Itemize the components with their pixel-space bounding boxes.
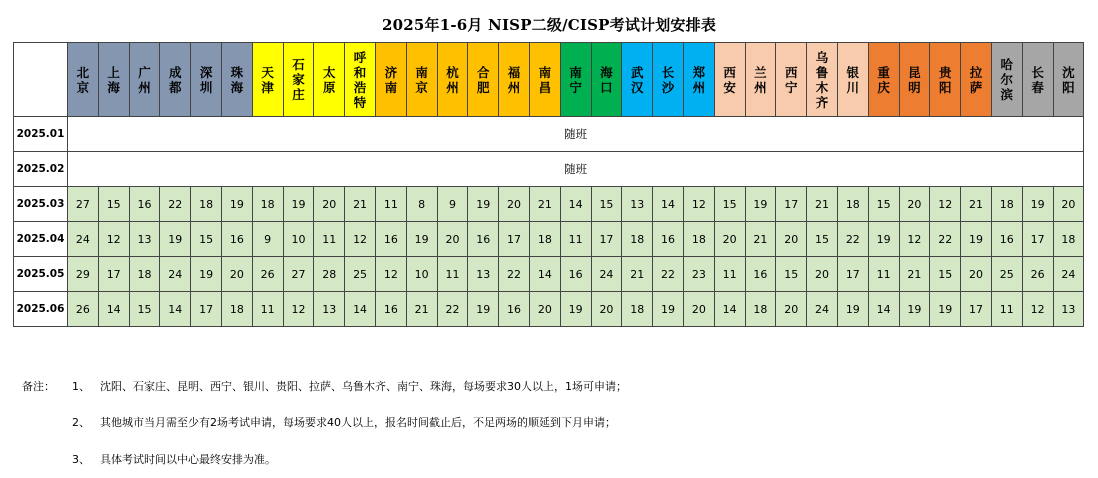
exam-date-cell: 17 xyxy=(961,292,992,327)
exam-date-cell: 19 xyxy=(930,292,961,327)
exam-date-cell: 19 xyxy=(1022,187,1053,222)
exam-date-cell: 18 xyxy=(252,187,283,222)
exam-date-cell: 16 xyxy=(468,222,499,257)
exam-date-cell: 18 xyxy=(221,292,252,327)
city-header xyxy=(591,43,622,117)
month-cell: 2025.06 xyxy=(14,292,68,327)
exam-date-cell: 21 xyxy=(622,257,653,292)
city-header xyxy=(437,43,468,117)
city-header xyxy=(68,43,99,117)
table-row xyxy=(14,152,1084,187)
city-name: 呼和浩特 xyxy=(353,49,367,110)
note-text: 沈阳、石家庄、昆明、西宁、银川、贵阳、拉萨、乌鲁木齐、南宁、珠海，每场要求30人以上，1场可申请； xyxy=(100,380,627,393)
exam-date-cell: 17 xyxy=(98,257,129,292)
exam-date-cell: 19 xyxy=(837,292,868,327)
exam-date-cell: 16 xyxy=(499,292,530,327)
table-row xyxy=(14,117,1084,152)
city-header xyxy=(868,43,899,117)
city-name: 沈阳 xyxy=(1062,64,1075,95)
city-header xyxy=(98,43,129,117)
city-name: 珠海 xyxy=(230,64,244,95)
exam-date-cell: 21 xyxy=(745,222,776,257)
exam-date-cell: 12 xyxy=(930,187,961,222)
city-header xyxy=(221,43,252,117)
exam-date-cell: 11 xyxy=(991,292,1022,327)
exam-date-cell: 15 xyxy=(98,187,129,222)
exam-date-cell: 21 xyxy=(807,187,838,222)
city-name: 郑州 xyxy=(692,64,706,95)
exam-date-cell: 15 xyxy=(868,187,899,222)
exam-date-cell: 20 xyxy=(437,222,468,257)
notes-label: 备注： xyxy=(22,380,55,393)
exam-date-cell: 20 xyxy=(529,292,560,327)
follow-class-cell: 随班 xyxy=(68,152,1084,187)
city-name: 南宁 xyxy=(569,64,582,95)
exam-date-cell: 24 xyxy=(68,222,99,257)
city-header xyxy=(283,43,314,117)
city-header xyxy=(252,43,283,117)
exam-date-cell: 15 xyxy=(129,292,160,327)
exam-date-cell: 13 xyxy=(468,257,499,292)
exam-date-cell: 25 xyxy=(991,257,1022,292)
city-name: 石家庄 xyxy=(292,57,305,102)
city-header xyxy=(899,43,930,117)
exam-date-cell: 22 xyxy=(930,222,961,257)
city-header xyxy=(991,43,1022,117)
exam-date-cell: 14 xyxy=(560,187,591,222)
exam-date-cell: 16 xyxy=(221,222,252,257)
exam-date-cell: 16 xyxy=(745,257,776,292)
exam-date-cell: 25 xyxy=(345,257,376,292)
city-name: 成都 xyxy=(169,64,182,95)
exam-date-cell: 20 xyxy=(899,187,930,222)
exam-date-cell: 10 xyxy=(406,257,437,292)
exam-date-cell: 24 xyxy=(591,257,622,292)
exam-date-cell: 11 xyxy=(714,257,745,292)
note-text: 其他城市当月需至少有2场考试申请，每场要求40人以上，报名时间截止后，不足两场的顺延到下月申请； xyxy=(100,416,616,429)
note-item-3 xyxy=(72,453,276,467)
exam-date-cell: 20 xyxy=(221,257,252,292)
city-header xyxy=(160,43,191,117)
exam-date-cell: 19 xyxy=(868,222,899,257)
exam-date-cell: 19 xyxy=(745,187,776,222)
exam-date-cell: 20 xyxy=(314,187,345,222)
exam-date-cell: 21 xyxy=(529,187,560,222)
exam-date-cell: 22 xyxy=(160,187,191,222)
city-header xyxy=(529,43,560,117)
city-header xyxy=(560,43,591,117)
exam-date-cell: 17 xyxy=(837,257,868,292)
exam-date-cell: 20 xyxy=(1053,187,1084,222)
city-header xyxy=(961,43,992,117)
city-header xyxy=(406,43,437,117)
note-item-1 xyxy=(72,380,627,394)
exam-date-cell: 16 xyxy=(653,222,684,257)
exam-date-cell: 18 xyxy=(991,187,1022,222)
city-header xyxy=(314,43,345,117)
table-body xyxy=(14,117,1084,327)
table-row xyxy=(14,257,1084,292)
exam-date-cell: 20 xyxy=(683,292,714,327)
table-row xyxy=(14,222,1084,257)
exam-date-cell: 14 xyxy=(714,292,745,327)
city-name: 哈尔滨 xyxy=(1000,57,1014,102)
exam-date-cell: 17 xyxy=(191,292,222,327)
city-name: 深圳 xyxy=(199,64,213,95)
exam-date-cell: 19 xyxy=(961,222,992,257)
city-header xyxy=(622,43,653,117)
city-name: 海口 xyxy=(600,64,613,95)
city-name: 重庆 xyxy=(877,64,890,95)
city-header xyxy=(714,43,745,117)
city-name: 太原 xyxy=(323,64,336,95)
city-header xyxy=(468,43,499,117)
exam-date-cell: 20 xyxy=(961,257,992,292)
city-name: 济南 xyxy=(384,64,398,95)
exam-date-cell: 24 xyxy=(160,257,191,292)
exam-date-cell: 20 xyxy=(714,222,745,257)
city-name: 银川 xyxy=(846,64,860,95)
city-header xyxy=(776,43,807,117)
note-text: 具体考试时间以中心最终安排为准。 xyxy=(100,453,276,466)
city-name: 广州 xyxy=(138,64,151,95)
exam-date-cell: 8 xyxy=(406,187,437,222)
exam-date-cell: 22 xyxy=(653,257,684,292)
exam-date-cell: 19 xyxy=(160,222,191,257)
city-name: 天津 xyxy=(261,64,274,95)
city-name: 合肥 xyxy=(476,64,490,95)
exam-date-cell: 18 xyxy=(129,257,160,292)
exam-date-cell: 15 xyxy=(930,257,961,292)
exam-date-cell: 9 xyxy=(437,187,468,222)
exam-date-cell: 19 xyxy=(221,187,252,222)
exam-date-cell: 17 xyxy=(591,222,622,257)
city-name: 乌鲁木齐 xyxy=(815,49,829,110)
exam-date-cell: 19 xyxy=(406,222,437,257)
city-name: 武汉 xyxy=(630,64,644,95)
corner-cell xyxy=(14,43,68,117)
exam-date-cell: 16 xyxy=(375,222,406,257)
exam-date-cell: 18 xyxy=(191,187,222,222)
month-cell: 2025.02 xyxy=(14,152,68,187)
exam-date-cell: 21 xyxy=(961,187,992,222)
city-header xyxy=(129,43,160,117)
header-row xyxy=(14,43,1084,117)
city-name: 贵阳 xyxy=(938,64,952,95)
exam-date-cell: 13 xyxy=(622,187,653,222)
exam-date-cell: 14 xyxy=(529,257,560,292)
city-header xyxy=(930,43,961,117)
table-row xyxy=(14,187,1084,222)
exam-date-cell: 21 xyxy=(406,292,437,327)
city-header xyxy=(345,43,376,117)
exam-date-cell: 27 xyxy=(68,187,99,222)
exam-date-cell: 12 xyxy=(283,292,314,327)
exam-date-cell: 15 xyxy=(591,187,622,222)
city-name: 南昌 xyxy=(538,64,552,95)
city-name: 福州 xyxy=(507,64,521,95)
exam-date-cell: 19 xyxy=(191,257,222,292)
exam-date-cell: 13 xyxy=(1053,292,1084,327)
page-title: 2025年1-6月 NISP二级/CISP考试计划安排表 xyxy=(381,16,717,34)
schedule-table xyxy=(13,42,1084,327)
note-item-2 xyxy=(72,416,616,430)
note-index: 2、 xyxy=(72,416,90,429)
exam-date-cell: 26 xyxy=(252,257,283,292)
exam-date-cell: 11 xyxy=(437,257,468,292)
exam-date-cell: 10 xyxy=(283,222,314,257)
exam-date-cell: 21 xyxy=(899,257,930,292)
exam-date-cell: 27 xyxy=(283,257,314,292)
exam-date-cell: 12 xyxy=(683,187,714,222)
note-index: 1、 xyxy=(72,380,90,393)
exam-date-cell: 12 xyxy=(375,257,406,292)
exam-date-cell: 14 xyxy=(345,292,376,327)
month-cell: 2025.01 xyxy=(14,117,68,152)
city-header xyxy=(1053,43,1084,117)
note-index: 3、 xyxy=(72,453,90,466)
exam-date-cell: 15 xyxy=(714,187,745,222)
exam-date-cell: 12 xyxy=(345,222,376,257)
city-header xyxy=(191,43,222,117)
exam-date-cell: 19 xyxy=(560,292,591,327)
exam-date-cell: 22 xyxy=(437,292,468,327)
city-name: 上海 xyxy=(107,64,120,95)
city-header xyxy=(499,43,530,117)
exam-date-cell: 19 xyxy=(283,187,314,222)
exam-date-cell: 18 xyxy=(622,222,653,257)
exam-date-cell: 20 xyxy=(776,222,807,257)
city-header xyxy=(1022,43,1053,117)
month-cell: 2025.04 xyxy=(14,222,68,257)
exam-date-cell: 29 xyxy=(68,257,99,292)
exam-date-cell: 17 xyxy=(776,187,807,222)
city-header xyxy=(837,43,868,117)
exam-date-cell: 15 xyxy=(807,222,838,257)
exam-date-cell: 16 xyxy=(129,187,160,222)
exam-date-cell: 19 xyxy=(899,292,930,327)
exam-date-cell: 12 xyxy=(98,222,129,257)
city-name: 拉萨 xyxy=(969,64,983,95)
exam-date-cell: 16 xyxy=(991,222,1022,257)
exam-date-cell: 13 xyxy=(314,292,345,327)
city-name: 杭州 xyxy=(446,64,459,95)
exam-date-cell: 20 xyxy=(591,292,622,327)
exam-date-cell: 13 xyxy=(129,222,160,257)
exam-date-cell: 17 xyxy=(1022,222,1053,257)
exam-date-cell: 19 xyxy=(468,187,499,222)
exam-date-cell: 16 xyxy=(560,257,591,292)
exam-date-cell: 12 xyxy=(899,222,930,257)
city-name: 兰州 xyxy=(754,64,767,95)
exam-date-cell: 17 xyxy=(499,222,530,257)
exam-date-cell: 11 xyxy=(868,257,899,292)
exam-date-cell: 19 xyxy=(653,292,684,327)
exam-date-cell: 18 xyxy=(1053,222,1084,257)
city-name: 西安 xyxy=(723,64,736,95)
exam-date-cell: 9 xyxy=(252,222,283,257)
exam-date-cell: 19 xyxy=(468,292,499,327)
exam-date-cell: 21 xyxy=(345,187,376,222)
exam-date-cell: 11 xyxy=(252,292,283,327)
exam-date-cell: 14 xyxy=(98,292,129,327)
table-row xyxy=(14,292,1084,327)
city-header xyxy=(683,43,714,117)
city-header xyxy=(653,43,684,117)
follow-class-cell: 随班 xyxy=(68,117,1084,152)
city-name: 西宁 xyxy=(784,64,798,95)
city-name: 北京 xyxy=(76,64,90,95)
exam-date-cell: 15 xyxy=(776,257,807,292)
exam-date-cell: 26 xyxy=(68,292,99,327)
exam-date-cell: 18 xyxy=(529,222,560,257)
exam-date-cell: 22 xyxy=(837,222,868,257)
exam-date-cell: 18 xyxy=(683,222,714,257)
exam-date-cell: 15 xyxy=(191,222,222,257)
exam-date-cell: 20 xyxy=(776,292,807,327)
city-header xyxy=(807,43,838,117)
city-name: 昆明 xyxy=(908,64,921,95)
exam-date-cell: 14 xyxy=(653,187,684,222)
exam-date-cell: 11 xyxy=(314,222,345,257)
exam-date-cell: 20 xyxy=(499,187,530,222)
exam-date-cell: 16 xyxy=(375,292,406,327)
exam-date-cell: 12 xyxy=(1022,292,1053,327)
city-name: 南京 xyxy=(415,64,428,95)
exam-date-cell: 22 xyxy=(499,257,530,292)
city-header xyxy=(375,43,406,117)
exam-date-cell: 28 xyxy=(314,257,345,292)
exam-date-cell: 18 xyxy=(837,187,868,222)
exam-date-cell: 20 xyxy=(807,257,838,292)
exam-date-cell: 24 xyxy=(1053,257,1084,292)
exam-date-cell: 24 xyxy=(807,292,838,327)
month-cell: 2025.05 xyxy=(14,257,68,292)
city-header xyxy=(745,43,776,117)
exam-date-cell: 18 xyxy=(745,292,776,327)
city-name: 长沙 xyxy=(661,64,675,95)
city-name: 长春 xyxy=(1031,64,1044,95)
exam-date-cell: 11 xyxy=(560,222,591,257)
exam-date-cell: 14 xyxy=(160,292,191,327)
exam-date-cell: 26 xyxy=(1022,257,1053,292)
month-cell: 2025.03 xyxy=(14,187,68,222)
exam-date-cell: 23 xyxy=(683,257,714,292)
exam-date-cell: 11 xyxy=(375,187,406,222)
exam-date-cell: 18 xyxy=(622,292,653,327)
exam-date-cell: 14 xyxy=(868,292,899,327)
